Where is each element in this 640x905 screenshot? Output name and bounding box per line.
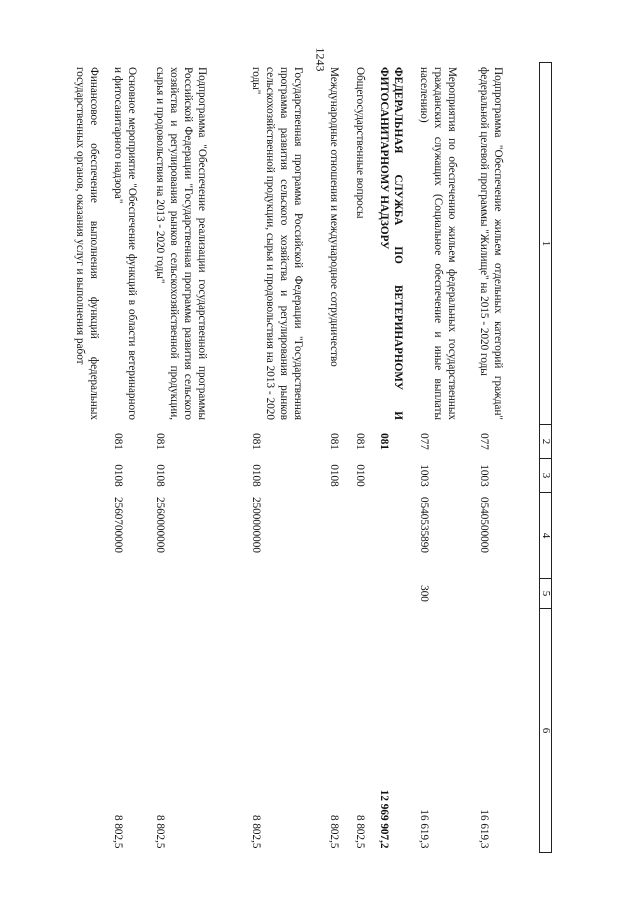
row-target-code: [350, 493, 374, 579]
row-expense-type: [246, 579, 324, 609]
budget-table: [70, 62, 553, 853]
table-row: [108, 63, 150, 853]
row-amount: 8 802,5: [154, 814, 167, 849]
row-amount: 8 802,5: [354, 814, 367, 849]
row-section-code: 0108: [154, 464, 167, 487]
row-expense-type: [70, 579, 108, 609]
row-name: Общегосударственные вопросы: [354, 67, 367, 219]
row-target-code: [324, 493, 350, 579]
row-section-code: 0108: [250, 464, 263, 487]
table-row: [474, 63, 540, 853]
row-amount: 8 802,5: [250, 814, 263, 849]
row-target-code: 2560000000: [154, 497, 167, 553]
header-row: [540, 63, 552, 853]
table-row: [150, 63, 246, 853]
row-amount: 16 619,3: [474, 609, 540, 853]
row-target-code: [374, 493, 414, 579]
row-section-code: 0100: [354, 464, 367, 487]
row-ministry-code: 081: [112, 433, 125, 450]
row-section-code: 0108: [328, 464, 341, 487]
table-row: [70, 63, 108, 853]
row-expense-type: 300: [418, 585, 431, 602]
row-name: Основное мероприятие "Обеспечение функций в области ветеринарного и фитосанитарного надзора": [112, 67, 139, 420]
row-name: Международные отношения и международное сотрудничество: [328, 67, 341, 367]
row-target-code: 0540535890: [418, 497, 431, 553]
row-target-code: [70, 493, 108, 579]
row-expense-type: [108, 579, 150, 609]
row-name: Подпрограмма "Обеспечение жильем отдельных категорий граждан" федеральной целевой программы "Жилище" на 2015 - 2020 годы: [474, 63, 540, 425]
row-amount: 8 802,5: [328, 814, 341, 849]
table-row: [374, 63, 414, 853]
column-header: 6: [540, 609, 552, 853]
budget-table-rotated: [74, 62, 552, 852]
row-section-code: 1003: [474, 459, 540, 493]
row-ministry-code: 081: [328, 433, 341, 450]
page-number: 1243: [313, 47, 328, 72]
row-expense-type: [150, 579, 246, 609]
row-target-code: 2560700000: [112, 497, 125, 553]
row-target-code: 2500000000: [250, 497, 263, 553]
row-ministry-code: 081: [250, 433, 263, 450]
row-ministry-code: 081: [354, 433, 367, 450]
row-name: Мероприятия по обеспечению жильем федеральных государственных гражданских служащих (Социальное обеспечение и иные выплаты населению): [418, 67, 459, 420]
row-ministry-code: [70, 425, 108, 459]
row-amount: 12 969 907,2: [378, 789, 391, 849]
row-amount: 8 802,5: [112, 814, 125, 849]
row-name: Государственная программа Российской Федерации "Государственная программа развития сельского хозяйства и регулирования рынков сельскохозяйственной продукции, сырья и продовольствия на 2013 - 2020 годы": [250, 67, 305, 420]
row-ministry-code: 081: [378, 433, 391, 450]
row-target-code: 0540500000: [474, 493, 540, 579]
row-expense-type: [374, 579, 414, 609]
row-name: ФЕДЕРАЛЬНАЯ СЛУЖБА ПО ВЕТЕРИНАРНОМУ И ФИТОСАНИТАРНОМУ НАДЗОРУ: [378, 67, 405, 420]
row-expense-type: [474, 579, 540, 609]
column-header: 5: [540, 579, 552, 609]
table-row: [350, 63, 374, 853]
row-section-code: 1003: [418, 464, 431, 487]
column-header: 1: [540, 63, 552, 425]
row-ministry-code: 081: [154, 433, 167, 450]
row-amount: 16 619,3: [418, 809, 431, 849]
table-row: [324, 63, 350, 853]
column-header: 2: [540, 425, 552, 459]
row-section-code: [70, 459, 108, 493]
row-section-code: 0108: [112, 464, 125, 487]
row-ministry-code: 077: [474, 425, 540, 459]
column-header: 3: [540, 459, 552, 493]
row-name: Финансовое обеспечение выполнения функций федеральных государственных органов, оказания услуг и выполнения работ: [74, 67, 101, 420]
row-amount: [70, 609, 108, 853]
column-header: 4: [540, 493, 552, 579]
table-row: [246, 63, 324, 853]
table-row: [414, 63, 474, 853]
row-section-code: [374, 459, 414, 493]
row-expense-type: [350, 579, 374, 609]
row-expense-type: [324, 579, 350, 609]
row-ministry-code: 077: [418, 433, 431, 450]
row-name: Подпрограмма "Обеспечение реализации государственной программы Российской Федерации "Государственная программа развития сельского хозяйства и регулирования рынков сельскохозяйственной продукции, сырья и продовольствия на 2013 - 2020 годы": [154, 67, 209, 420]
